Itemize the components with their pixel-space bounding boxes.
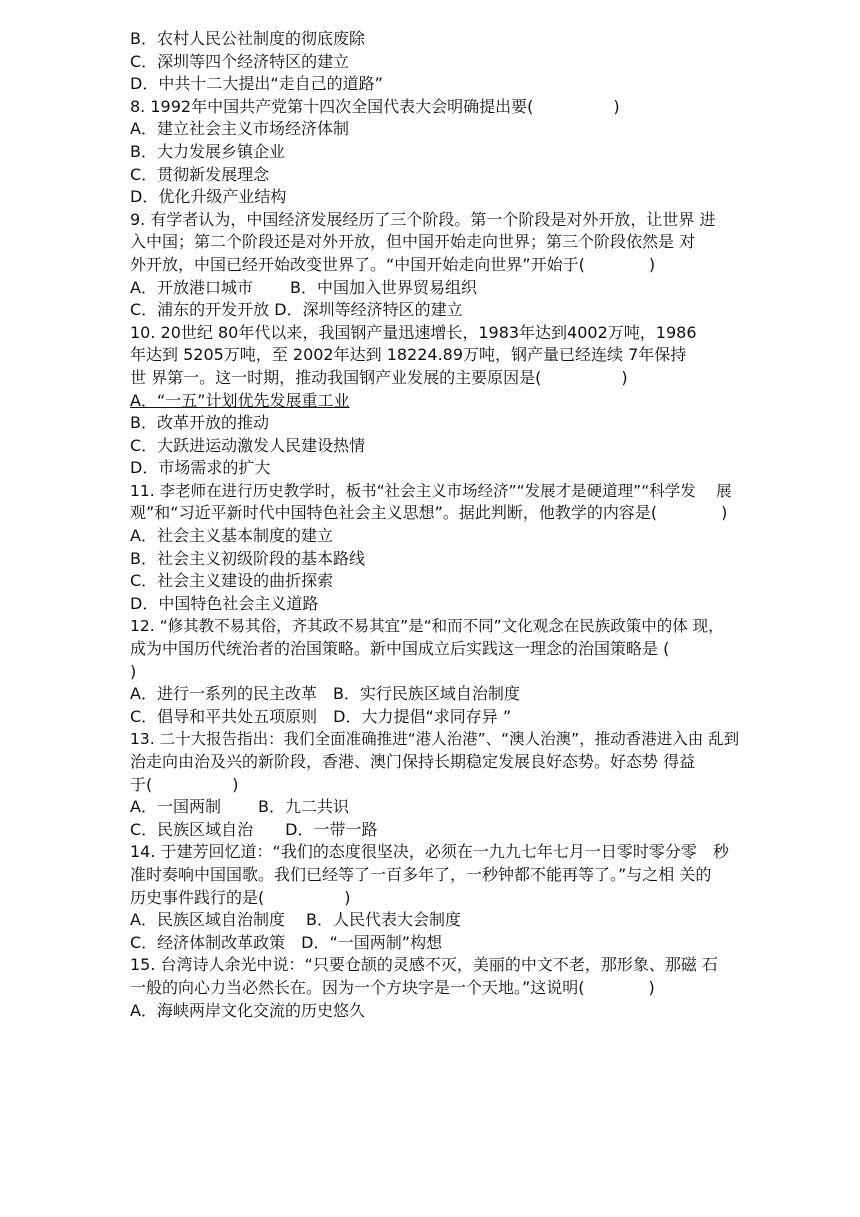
q8-stem: 8. 1992年中国共产党第十四次全国代表大会明确提出要( ) bbox=[130, 96, 620, 116]
q13-stem-line-1: 13. 二十大报告指出：我们全面准确推进“港人治港”、“澳人治澳”，推动香港进入由 乱到 bbox=[130, 730, 740, 749]
q10-stem-line-1: 10. 20世纪 80年代以来，我国钢产量迅速增长，1983年达到4002万吨，1986 bbox=[130, 322, 697, 342]
q7-option-d: D．中共十二大提出“走自己的道路” bbox=[130, 74, 383, 94]
q14-options-cd: C．经济体制改革政策 D．“一国两制”构想 bbox=[130, 932, 443, 952]
q15-option-a: A．海峡两岸文化交流的历史悠久 bbox=[130, 1000, 365, 1020]
q13-options-cd: C．民族区域自治 D．一带一路 bbox=[130, 819, 378, 839]
q11-stem-line-2: 观”和“习近平新时代中国特色社会主义思想”。据此判断，他教学的内容是( ) bbox=[130, 503, 728, 523]
q9-options-cd: C．浦东的开发开放 D．深圳等经济特区的建立 bbox=[130, 300, 463, 320]
q14-stem-line-2: 准时奏响中国国歌。我们已经等了一百多年了，一秒钟都不能再等了。”与之相 关的 bbox=[130, 864, 712, 884]
q15-stem-line-2: 一般的向心力当必然长在。因为一个方块字是一个天地。”这说明( ) bbox=[130, 977, 655, 997]
q11-option-c: C．社会主义建设的曲折探索 bbox=[130, 571, 334, 591]
q9-options-ab: A．开放港口城市 B．中国加入世界贸易组织 bbox=[130, 277, 478, 297]
q13-stem-line-2: 治走向由治及兴的新阶段，香港、澳门保持长期稳定发展良好态势。好态势 得益 bbox=[130, 752, 696, 771]
q7-option-b: B．农村人民公社制度的彻底废除 bbox=[130, 29, 365, 48]
q14-stem-line-3: 历史事件践行的是( ) bbox=[130, 887, 351, 907]
q13-options-ab: A．一国两制 B．九二共识 bbox=[130, 797, 350, 817]
q11-option-b: B．社会主义初级阶段的基本路线 bbox=[130, 548, 365, 568]
q13-stem-line-3: 于( ) bbox=[130, 774, 239, 794]
q11-option-d: D．中国特色社会主义道路 bbox=[130, 593, 319, 613]
document-page bbox=[130, 28, 742, 1022]
q8-option-a: A．建立社会主义市场经济体制 bbox=[130, 119, 349, 139]
q12-stem-line-3: ) bbox=[130, 661, 137, 681]
q7-option-c: C．深圳等四个经济特区的建立 bbox=[130, 51, 350, 71]
q10-option-b: B．改革开放的推动 bbox=[130, 413, 269, 433]
q11-option-a: A．社会主义基本制度的建立 bbox=[130, 526, 333, 546]
q10-option-d: D．市场需求的扩大 bbox=[130, 458, 271, 478]
q8-option-b: B．大力发展乡镇企业 bbox=[130, 141, 285, 161]
q12-options-ab: A．进行一系列的民主改革 B．实行民族区域自治制度 bbox=[130, 684, 520, 704]
q10-stem-line-3: 世 界第一。这一时期，推动我国钢产业发展的主要原因是( ) bbox=[130, 367, 628, 387]
q9-stem-line-2: 入中国；第二个阶段还是对外开放，但中国开始走向世界；第三个阶段依然是 对 bbox=[130, 232, 696, 252]
q14-options-ab: A．民族区域自治制度 B．人民代表大会制度 bbox=[130, 910, 462, 930]
q9-stem-line-3: 外开放，中国已经开始改变世界了。“中国开始走向世界”开始于( ) bbox=[130, 254, 656, 274]
q12-stem-line-1: 12. “修其教不易其俗，齐其政不易其宜”是“和而不同”文化观念在民族政策中的体 现， bbox=[130, 617, 724, 636]
q14-stem-line-1: 14. 于建芳回忆道：“我们的态度很坚决，必须在一九九七年七月一日零时零分零 秒 bbox=[130, 842, 729, 862]
q11-stem-line-1: 11. 李老师在进行历史教学时，板书“社会主义市场经济”“发展才是硬道理”“科学发 展 bbox=[130, 481, 732, 500]
q12-options-cd: C．倡导和平共处五项原则 D．大力提倡“求同存异 ” bbox=[130, 706, 512, 726]
q8-option-d: D．优化升级产业结构 bbox=[130, 187, 287, 207]
q8-option-c: C．贯彻新发展理念 bbox=[130, 164, 270, 184]
q12-stem-line-2: 成为中国历代统治者的治国策略。新中国成立后实践这一理念的治国策略是 ( bbox=[130, 639, 670, 659]
q15-stem-line-1: 15. 台湾诗人余光中说：“只要仓颉的灵感不灭，美丽的中文不老，那形象、那磁 石 bbox=[130, 955, 718, 975]
q9-stem-line-1: 9. 有学者认为，中国经济发展经历了三个阶段。第一个阶段是对外开放，让世界 进 bbox=[130, 209, 716, 229]
q10-stem-line-2: 年达到 5205万吨，至 2002年达到 18224.89万吨，钢产量已经连续 7年保持 bbox=[130, 345, 687, 365]
q10-option-a: A．“一五”计划优先发展重工业 bbox=[130, 390, 350, 410]
q10-option-c: C．大跃进运动激发人民建设热情 bbox=[130, 435, 366, 455]
